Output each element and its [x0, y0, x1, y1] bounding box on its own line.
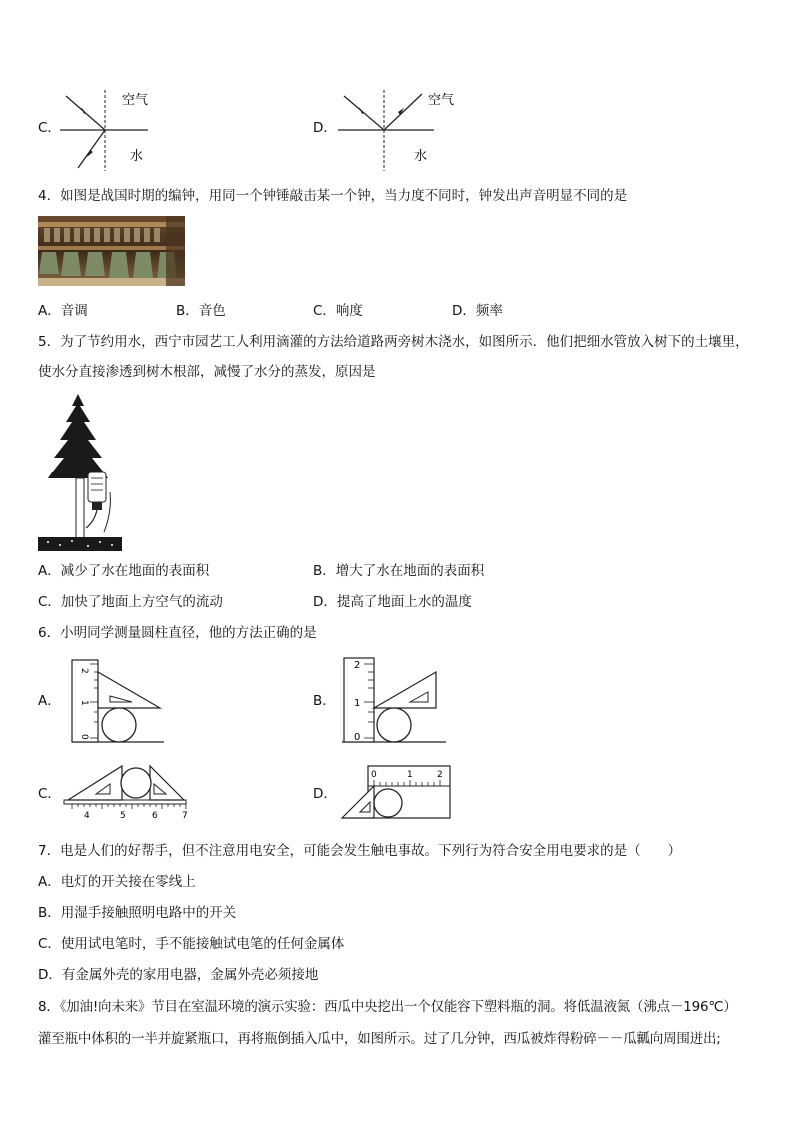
q6-option-b-figure — [336, 656, 456, 746]
q6-a-tick-0: 0 — [79, 734, 89, 740]
q5-option-c: C．加快了地面上方空气的流动 — [38, 594, 223, 610]
q7-option-d: D．有金属外壳的家用电器，金属外壳必须接地 — [38, 967, 319, 983]
q4-stem: 4．如图是战国时期的编钟，用同一个钟锤敲击某一个钟，当力度不同时，钟发出声音明显不同的是 — [38, 188, 628, 204]
q6-option-d-letter: D． — [313, 786, 337, 802]
q4-option-a: A．音调 — [38, 303, 88, 319]
q3-c-air-label: 空气 — [122, 93, 149, 108]
q5-drip-irrigation-figure — [38, 392, 124, 552]
q3-option-d-letter: D． — [313, 120, 337, 136]
q6-a-tick-1: 1 — [79, 700, 89, 706]
q6-d-tick-2: 2 — [437, 770, 443, 780]
q3-c-water-label: 水 — [130, 149, 144, 164]
q3-option-d-diagram — [336, 88, 466, 173]
q6-b-tick-2: 2 — [354, 660, 361, 671]
q5-option-b: B．增大了水在地面的表面积 — [313, 563, 485, 579]
q7-option-b: B．用湿手接触照明电路中的开关 — [38, 905, 237, 921]
q8-stem-line1: 8．《加油!向未来》节目在室温环境的演示实验：西瓜中央挖出一个仅能容下塑料瓶的洞。将低温液氮（沸点－196℃） — [38, 999, 737, 1015]
q6-c-tick-7: 7 — [182, 811, 188, 820]
q6-option-b-letter: B． — [313, 693, 336, 709]
q4-option-d: D．频率 — [452, 303, 503, 319]
q6-c-tick-4: 4 — [84, 811, 90, 820]
q5-option-a: A．减少了水在地面的表面积 — [38, 563, 210, 579]
q3-option-c-diagram — [58, 88, 178, 173]
q6-c-tick-5: 5 — [120, 811, 126, 820]
q6-stem: 6．小明同学测量圆柱直径，他的方法正确的是 — [38, 625, 317, 641]
q3-d-air-label: 空气 — [428, 93, 455, 108]
q7-option-a: A．电灯的开关接在零线上 — [38, 874, 196, 890]
q4-option-b: B．音色 — [176, 303, 226, 319]
q5-option-d: D．提高了地面上水的温度 — [313, 594, 472, 610]
q3-d-water-label: 水 — [414, 149, 428, 164]
q6-d-tick-1: 1 — [407, 770, 413, 780]
q6-option-c-figure — [62, 762, 192, 820]
q6-b-tick-0: 0 — [354, 732, 361, 743]
q6-c-tick-6: 6 — [152, 811, 158, 820]
q6-option-c-letter: C． — [38, 786, 61, 802]
q4-bianzhong-photo — [38, 216, 185, 286]
q7-stem: 7．电是人们的好帮手，但不注意用电安全，可能会发生触电事故。下列行为符合安全用电要求的是（ ） — [38, 843, 682, 859]
q6-d-tick-0: 0 — [371, 770, 377, 780]
q6-option-a-figure — [64, 656, 174, 746]
q6-a-tick-2: 2 — [79, 668, 89, 674]
q3-option-c-letter: C． — [38, 120, 61, 136]
q6-b-tick-1: 1 — [354, 698, 361, 709]
q7-option-c: C．使用试电笔时，手不能接触试电笔的任何金属体 — [38, 936, 345, 952]
q5-stem-line1: 5．为了节约用水，西宁市园艺工人利用滴灌的方法给道路两旁树木浇水，如图所示．他们把细水管放入树下的土壤里， — [38, 334, 749, 350]
q4-option-c: C．响度 — [313, 303, 363, 319]
q5-stem-line2: 使水分直接渗透到树木根部，减慢了水分的蒸发，原因是 — [38, 364, 376, 380]
q6-option-d-figure — [340, 764, 452, 822]
q6-option-a-letter: A． — [38, 693, 61, 709]
q8-stem-line2: 灌至瓶中体积的一半并旋紧瓶口，再将瓶倒插入瓜中，如图所示。过了几分钟，西瓜被炸得粉碎－－瓜瓤向周围迸出; — [38, 1031, 721, 1047]
